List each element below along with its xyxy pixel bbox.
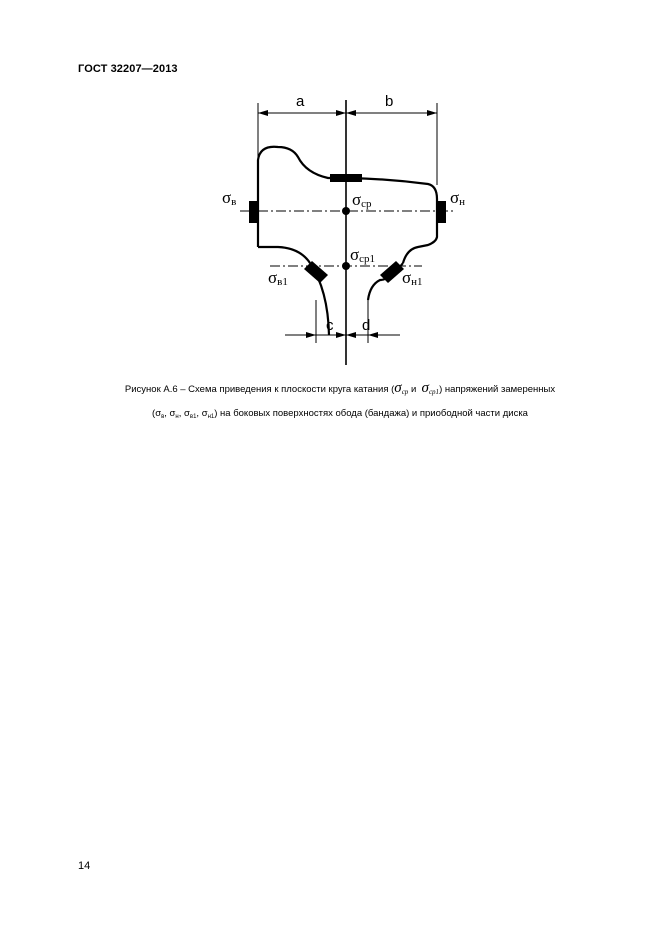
caption-line-2: ($\sigma_в$, $\sigma_н$, $\sigma_{в1}$, $\sigma_{н1}$) на боковых поверхностях обода (бандажа) и приободной части диска xyxy=(152,408,528,420)
figure-caption xyxy=(60,378,620,428)
dim-label-b: b xyxy=(385,93,394,110)
gauge-inner-1 xyxy=(304,261,328,283)
arrow-icon xyxy=(306,332,316,338)
label-sigma-cp1: σср1 xyxy=(350,245,376,265)
point-cp xyxy=(342,207,350,215)
label-sigma-inner: σв xyxy=(222,188,237,208)
arrow-icon xyxy=(346,332,356,338)
label-sigma-outer: σн xyxy=(450,188,466,208)
gauge-outer xyxy=(437,201,446,223)
arrow-icon xyxy=(336,332,346,338)
document-header: ГОСТ 32207—2013 xyxy=(78,63,178,75)
dim-label-a: a xyxy=(296,93,305,110)
arrow-icon xyxy=(336,110,346,116)
gauge-top xyxy=(330,174,362,182)
arrow-icon xyxy=(258,110,268,116)
diagram-svg xyxy=(200,85,466,370)
label-sigma-inner1: σв1 xyxy=(268,268,288,288)
label-sigma-outer1: σн1 xyxy=(402,268,423,288)
gauge-inner xyxy=(249,201,258,223)
rim-stress-diagram xyxy=(200,85,466,370)
page-number: 14 xyxy=(78,860,91,872)
rim-profile xyxy=(258,147,437,263)
arrow-icon xyxy=(346,110,356,116)
arrow-icon xyxy=(427,110,437,116)
point-cp1 xyxy=(342,262,350,270)
dim-label-d: d xyxy=(362,317,371,334)
caption-line-1: Рисунок А.6 – Схема приведения к плоскости круга катания ($\sigma_{cp}$ и $\sigma_{cp1}$) напряжений замеренных xyxy=(124,380,556,396)
label-sigma-cp: σср xyxy=(352,190,372,210)
dim-label-c: c xyxy=(326,317,334,334)
rim-inner-base xyxy=(258,247,310,263)
